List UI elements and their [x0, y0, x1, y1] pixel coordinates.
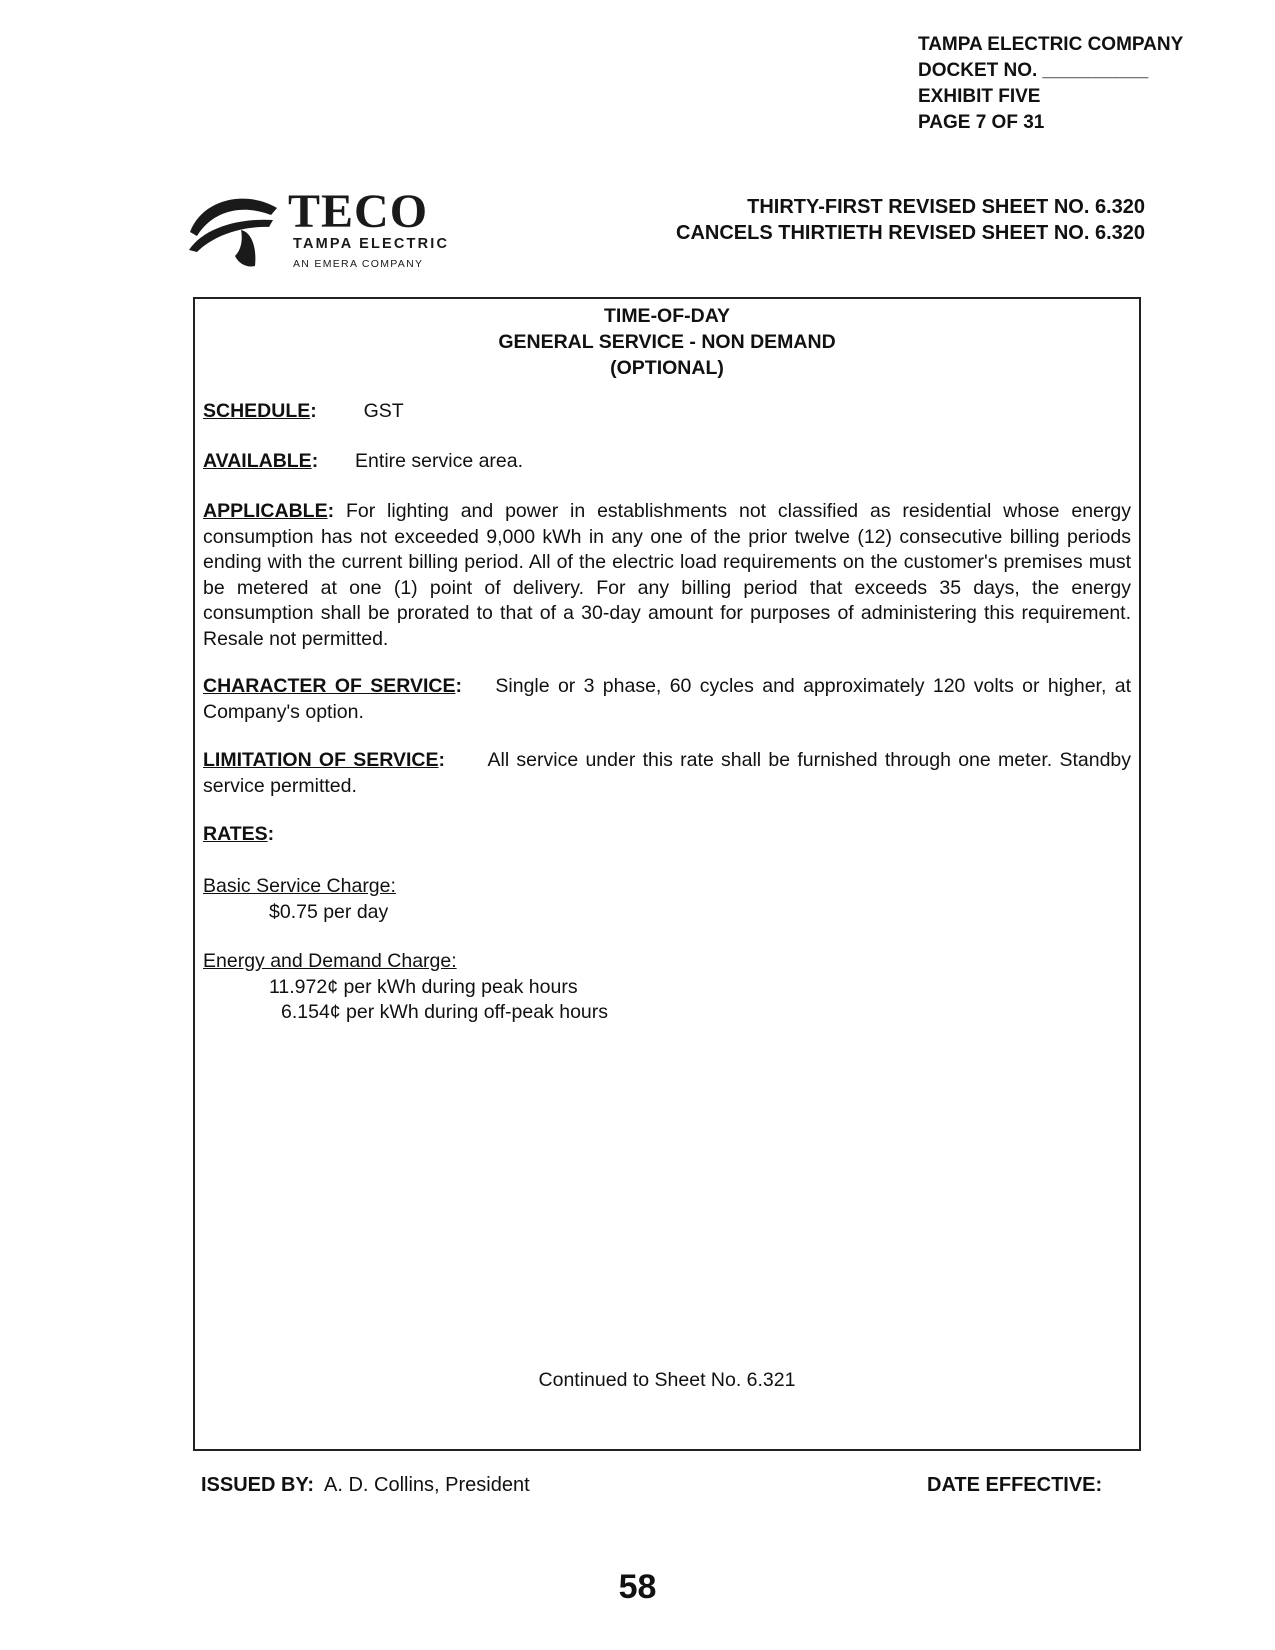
- available-value: Entire service area.: [355, 450, 524, 472]
- logo-brand: TECO: [288, 185, 429, 238]
- title-line-3: (OPTIONAL): [610, 357, 724, 379]
- issued-by: [201, 1474, 530, 1497]
- document-header-info: [918, 32, 1183, 136]
- energy-demand-charge: [203, 949, 1131, 1026]
- teco-swoosh-icon: [185, 190, 285, 270]
- title-line-2: GENERAL SERVICE - NON DEMAND: [498, 331, 836, 353]
- basic-service-charge: [203, 874, 1131, 925]
- applicable-section: APPLICABLE: For lighting and power in establishments not classified as residential whose energy consumption has not exceeded 9,000 kWh in any one of the prior twelve (12) consecutive billing periods ending with the current billing period. All of the electric load requirements on the customer's premises must be metered at one (1) point of delivery. For any billing period that exceeds 35 days, the energy consumption shall be prorated to that of a 30-day amount for purposes of administering this requirement. Resale not permitted.: [203, 500, 1131, 650]
- applicable-text: For lighting and power in establishments not classified as residential whose energy consumption has not exceeded 9,000 kWh in any one of the prior twelve (12) consecutive billing periods ending with the current billing period. All of the electric load requirements on the customer's premises must be metered at one (1) point of delivery. For any billing period that exceeds 35 days, the energy consumption shall be prorated to that of a 30-day amount for purposes of administering this requirement. Resale not permitted.: [203, 500, 1131, 650]
- cancels-sheet: CANCELS THIRTIETH REVISED SHEET NO. 6.320: [676, 222, 1145, 244]
- sheet-numbers: [676, 194, 1145, 246]
- character-section: CHARACTER OF SERVICE: Single or 3 phase, 60 cycles and approximately 120 volts or higher, at Company's option.: [203, 675, 1131, 723]
- schedule-value: GST: [363, 400, 404, 422]
- revised-sheet: THIRTY-FIRST REVISED SHEET NO. 6.320: [747, 196, 1145, 218]
- available-section: AVAILABLE: Entire service area.: [203, 450, 524, 472]
- energy-offpeak-rate: 6.154¢ per kWh during off-peak hours: [281, 1001, 609, 1023]
- date-effective-label: DATE EFFECTIVE:: [927, 1474, 1103, 1496]
- character-label: CHARACTER OF SERVICE: [203, 675, 456, 697]
- logo-subtitle: TAMPA ELECTRIC: [293, 236, 450, 252]
- teco-logo: [185, 185, 505, 280]
- basic-charge-label: Basic Service Charge:: [203, 875, 396, 897]
- energy-charge-label: Energy and Demand Charge:: [203, 950, 457, 972]
- schedule-section: SCHEDULE: GST: [203, 400, 404, 422]
- company-name: TAMPA ELECTRIC COMPANY: [918, 34, 1184, 55]
- page-number: 58: [618, 1568, 657, 1606]
- limitation-section: LIMITATION OF SERVICE: All service under this rate shall be furnished through one meter. Standby service permitted.: [203, 749, 1132, 797]
- title-line-1: TIME-OF-DAY: [603, 305, 731, 327]
- schedule-label: SCHEDULE: [203, 400, 311, 422]
- exhibit-label: EXHIBIT FIVE: [918, 86, 1041, 107]
- tariff-title: [195, 303, 1139, 381]
- basic-charge-value: $0.75 per day: [269, 900, 389, 923]
- issued-label: ISSUED BY:: [201, 1474, 314, 1496]
- character-text: Single or 3 phase, 60 cycles and approximately 120 volts or higher, at Company's option.: [203, 675, 1131, 723]
- page-of-label: PAGE 7 OF 31: [918, 112, 1045, 133]
- energy-peak-rate: 11.972¢ per kWh during peak hours: [269, 975, 578, 998]
- limitation-label: LIMITATION OF SERVICE: [203, 749, 439, 771]
- applicable-label: APPLICABLE: [203, 500, 328, 522]
- rates-label: RATES: [203, 823, 268, 845]
- limitation-text: All service under this rate shall be furnished through one meter. Standby service permitted.: [203, 749, 1132, 797]
- continued-note: Continued to Sheet No. 6.321: [538, 1369, 796, 1391]
- rates-heading: RATES:: [203, 823, 275, 845]
- logo-tagline: AN EMERA COMPANY: [293, 258, 424, 270]
- tariff-box: [193, 297, 1141, 1451]
- issued-value: A. D. Collins, President: [324, 1474, 530, 1496]
- available-label: AVAILABLE: [203, 450, 312, 472]
- docket-number: DOCKET NO. __________: [918, 60, 1149, 81]
